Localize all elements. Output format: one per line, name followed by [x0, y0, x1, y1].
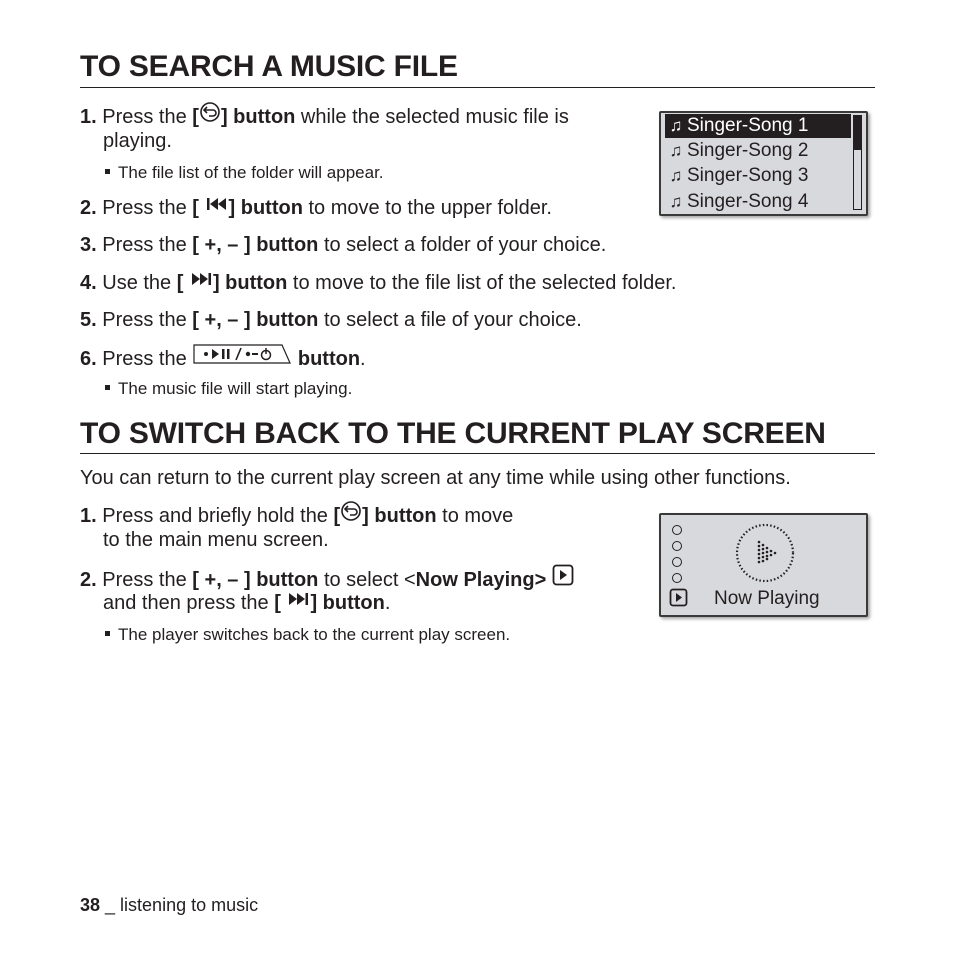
music-note-icon: ♫	[669, 192, 683, 211]
music-note-icon: ♫	[669, 166, 683, 185]
now-playing-icon	[552, 564, 574, 593]
switch-step-2: 2. Press the [ +, – ] button to select <Now Playing>	[80, 566, 574, 595]
scrollbar-thumb	[854, 116, 861, 150]
main-menu-screen	[659, 513, 868, 617]
play-pause-power-button-icon	[192, 343, 292, 372]
now-playing-label: Now Playing	[714, 588, 820, 609]
switch-step-1: 1. Press and briefly hold the [ ] button to move	[80, 503, 513, 530]
menu-dot-icon	[672, 541, 682, 551]
step-3: 3. Press the [ +, – ] button to select a folder of your choice.	[80, 234, 607, 256]
now-playing-icon	[669, 588, 688, 612]
fast-forward-icon	[286, 589, 310, 614]
list-item: ♫ Singer-Song 2	[665, 139, 851, 163]
menu-dot-icon	[672, 557, 682, 567]
step-4: 4. Use the [ ] button to move to the file list of the selected folder.	[80, 271, 676, 296]
step-6-note: The music file will start playing.	[105, 379, 352, 399]
section-intro: You can return to the current play screen at any time while using other functions.	[80, 467, 791, 489]
switch-step-1-cont: to the main menu screen.	[103, 529, 329, 551]
play-disc-icon	[733, 521, 797, 590]
rewind-icon	[205, 194, 229, 219]
menu-dot-icon	[672, 573, 682, 583]
page-number: 38	[80, 895, 101, 915]
title-rule	[80, 453, 875, 454]
file-list-screen	[659, 111, 868, 216]
title-rule	[80, 87, 875, 88]
section-name: listening to music	[120, 895, 259, 915]
music-note-icon: ♫	[669, 116, 683, 135]
section-title-search: TO SEARCH A MUSIC FILE	[80, 50, 458, 83]
step-2: 2. Press the [ ] button to move to the upper folder.	[80, 196, 552, 221]
step-1: 1. Press the [ ] button while the selected music file is	[80, 104, 569, 131]
step-5: 5. Press the [ +, – ] button to select a file of your choice.	[80, 309, 582, 331]
page-footer: 38 _ listening to music	[80, 895, 259, 915]
menu-dot-icon	[672, 525, 682, 535]
switch-step-2-cont: and then press the [ ] button.	[103, 591, 390, 616]
back-icon	[340, 501, 362, 528]
music-note-icon: ♫	[669, 141, 683, 160]
section-title-switch-back: TO SWITCH BACK TO THE CURRENT PLAY SCREEN	[80, 417, 826, 450]
list-item: ♫ Singer-Song 3	[665, 164, 851, 188]
scrollbar	[853, 115, 862, 210]
list-item: ♫ Singer-Song 4	[665, 190, 851, 214]
back-icon	[199, 102, 221, 129]
list-item: ♫ Singer-Song 1	[665, 114, 851, 138]
fast-forward-icon	[189, 269, 213, 294]
step-1-cont: playing.	[103, 130, 172, 152]
step-1-note: The file list of the folder will appear.	[105, 163, 384, 183]
switch-step-2-note: The player switches back to the current play screen.	[105, 625, 510, 645]
step-6: 6. Press the button.	[80, 345, 366, 374]
